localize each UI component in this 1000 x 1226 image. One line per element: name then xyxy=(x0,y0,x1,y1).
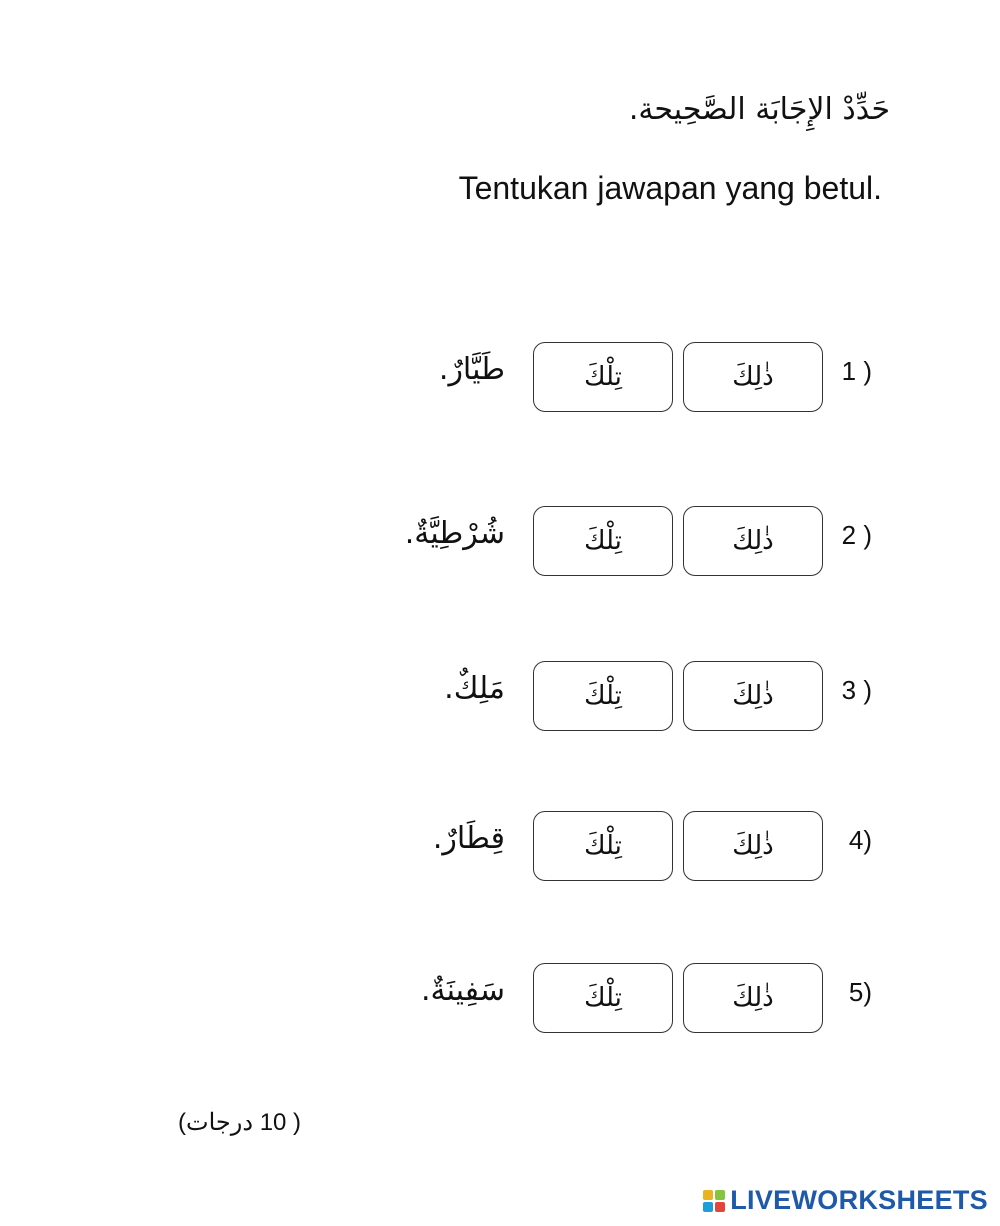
option-dhalika-button[interactable]: ذٰلِكَ xyxy=(683,963,823,1033)
question-4 xyxy=(0,811,1000,887)
question-number: 4) xyxy=(848,825,872,855)
question-noun: طَيَّارٌ. xyxy=(438,352,505,387)
question-number: 2 ) xyxy=(841,520,872,550)
question-noun: شُرْطِيَّةٌ. xyxy=(404,516,505,551)
question-noun: قِطَارٌ. xyxy=(432,821,505,856)
question-number: 5) xyxy=(848,977,872,1007)
question-3 xyxy=(0,661,1000,737)
option-tilka-button[interactable]: تِلْكَ xyxy=(533,661,673,731)
score-note: ( 10 درجات) xyxy=(178,1109,302,1136)
logo-grid-icon xyxy=(703,1190,725,1212)
question-noun: مَلِكٌ. xyxy=(444,671,505,706)
option-dhalika-button[interactable]: ذٰلِكَ xyxy=(683,661,823,731)
question-5 xyxy=(0,963,1000,1039)
question-2 xyxy=(0,506,1000,582)
instruction-arabic: حَدِّدْ الإِجَابَة الصَّحِيحة. xyxy=(628,92,890,127)
option-dhalika-button[interactable]: ذٰلِكَ xyxy=(683,811,823,881)
option-dhalika-button[interactable]: ذٰلِكَ xyxy=(683,506,823,576)
question-1 xyxy=(0,342,1000,418)
question-noun: سَفِينَةٌ. xyxy=(420,973,505,1008)
option-dhalika-button[interactable]: ذٰلِكَ xyxy=(683,342,823,412)
question-number: 1 ) xyxy=(841,356,872,386)
logo-square-icon xyxy=(703,1190,713,1200)
option-tilka-button[interactable]: تِلْكَ xyxy=(533,811,673,881)
liveworksheets-logo xyxy=(703,1185,988,1216)
instruction-malay: Tentukan jawapan yang betul. xyxy=(458,170,882,206)
question-number: 3 ) xyxy=(841,675,872,705)
logo-square-icon xyxy=(715,1190,725,1200)
logo-square-icon xyxy=(715,1202,725,1212)
option-tilka-button[interactable]: تِلْكَ xyxy=(533,506,673,576)
logo-text: LIVEWORKSHEETS xyxy=(730,1185,988,1215)
option-tilka-button[interactable]: تِلْكَ xyxy=(533,342,673,412)
option-tilka-button[interactable]: تِلْكَ xyxy=(533,963,673,1033)
logo-square-icon xyxy=(703,1202,713,1212)
